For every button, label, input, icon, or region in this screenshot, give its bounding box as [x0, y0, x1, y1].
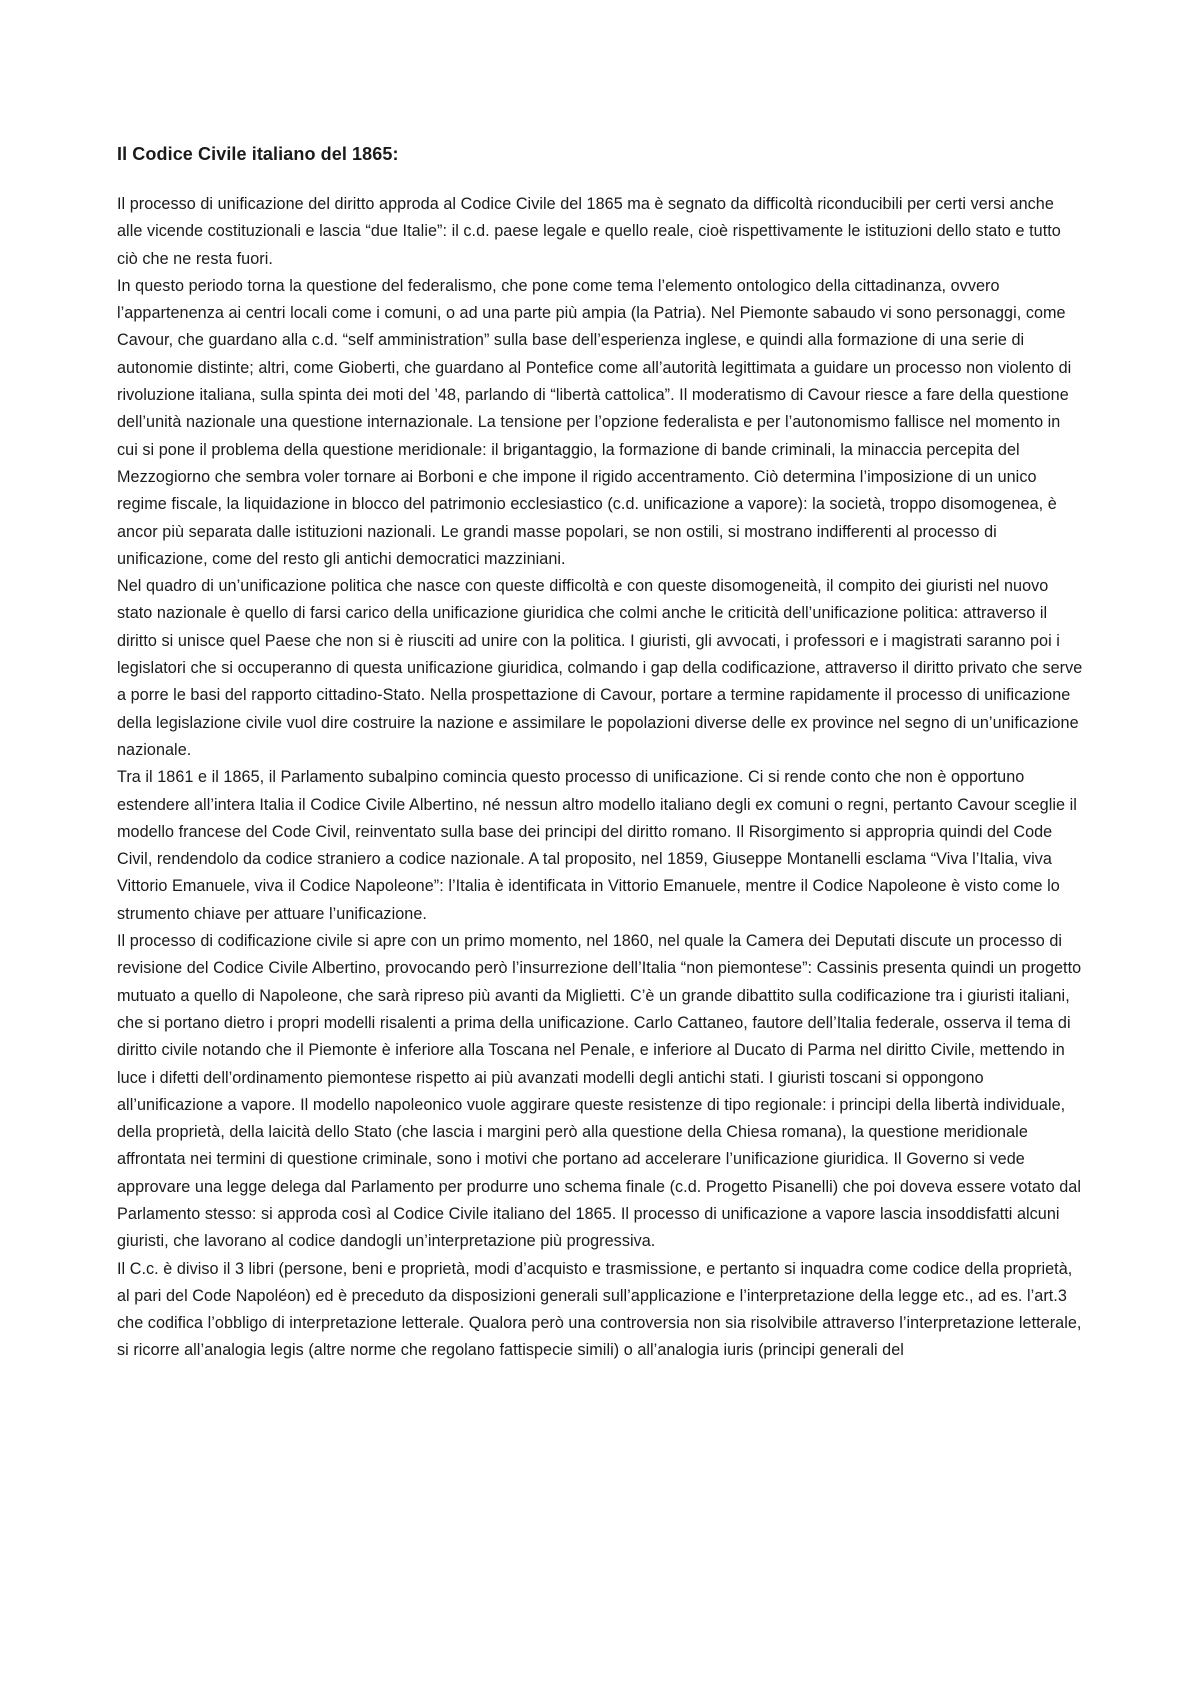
paragraph-giuristi: Nel quadro di un’unificazione politica che nasce con queste difficoltà e con queste disomogeneità, il compito dei giuristi nel nuovo stato nazionale è quello di farsi carico della unificazione giuridica che colmi anche le criticità dell’unificazione politica: attraverso il diritto si unisce quel Paese che non si è riusciti ad unire con la politica. I giuristi, gli avvocati, i professori e i magistrati saranno poi i legislatori che si occuperanno di questa unificazione giuridica, colmando i gap della codificazione, attraverso il diritto privato che serve a porre le basi del rapporto cittadino-Stato. Nella prospettazione di Cavour, portare a termine rapidamente il processo di unificazione della legislazione civile vuol dire costruire la nazione e assimilare le popolazioni diverse delle ex province nel segno di un’unificazione nazionale. [117, 577, 1083, 759]
paragraph-codificazione: Il processo di codificazione civile si apre con un primo momento, nel 1860, nel quale la Camera dei Deputati discute un processo di revisione del Codice Civile Albertino, provocando però l’insurrezione dell’Italia “non piemontese”: Cassinis presenta quindi un progetto mutuato a quello di Napoleone, che sarà ripreso più avanti da Miglietti. C’è un grande dibattito sulla codificazione tra i giuristi italiani, che si portano dietro i propri modelli risalenti a prima della unificazione. Carlo Cattaneo, fautore dell’Italia federale, osserva il tema di diritto civile notando che il Piemonte è inferiore alla Toscana nel Penale, e inferiore al Ducato di Parma nel diritto Civile, mettendo in luce i difetti dell’ordinamento piemontese rispetto ai più avanzati modelli degli antichi stati. I giuristi toscani si oppongono all’unificazione a vapore. Il modello napoleonico vuole aggirare queste resistenze di tipo regionale: i principi della libertà individuale, della proprietà, della laicità dello Stato (che lascia i margini però alla questione della Chiesa romana), la questione meridionale affrontata nei termini di questione criminale, sono i motivi che portano ad accelerare l’unificazione giuridica. Il Governo si vede approvare una legge delega dal Parlamento per produrre uno schema finale (c.d. Progetto Pisanelli) che poi doveva essere votato dal Parlamento stesso: si approda così al Codice Civile italiano del 1865. Il processo di unificazione a vapore lascia insoddisfatti alcuni giuristi, che lavorano al codice dandogli un’interpretazione più progressiva. [117, 932, 1082, 1251]
paragraph-federalismo: In questo periodo torna la questione del federalismo, che pone come tema l’elemento ontologico della cittadinanza, ovvero l’appartenenza ai centri locali come i comuni, o ad una parte più ampia (la Patria). Nel Piemonte sabaudo vi sono personaggi, come Cavour, che guardano alla c.d. “self amministration” sulla base dell’esperienza inglese, e quindi alla formazione di una serie di autonomie distinte; altri, come Gioberti, che guardano al Pontefice come all’autorità legittimata a guidare un processo non violento di rivoluzione italiana, sulla spinta dei moti del ’48, parlando di “libertà cattolica”. Il moderatismo di Cavour riesce a fare della questione dell’unità nazionale una questione internazionale. La tensione per l’opzione federalista e per l’autonomismo fallisce nel momento in cui si pone il problema della questione meridionale: il brigantaggio, la formazione di bande criminali, la minaccia percepita del Mezzogiorno che sembra voler tornare ai Borboni e che impone il rigido accentramento. Ciò determina l’imposizione di un unico regime fiscale, la liquidazione in blocco del patrimonio ecclesiastico (c.d. unificazione a vapore): la società, troppo disomogenea, è ancor più separata dalle istituzioni nazionali. Le grandi masse popolari, se non ostili, si mostrano indifferenti al processo di unificazione, come del resto gli antichi democratici mazziniani. [117, 276, 1072, 568]
paragraph-parlamento: Tra il 1861 e il 1865, il Parlamento subalpino comincia questo processo di unificazione. Ci si rende conto che non è opportuno estendere all’intera Italia il Codice Civile Albertino, né nessun altro modello italiano degli ex comuni o regni, pertanto Cavour sceglie il modello francese del Code Civil, reinventato sulla base dei principi del diritto romano. Il Risorgimento si appropria quindi del Code Civil, rendendolo da codice straniero a codice nazionale. A tal proposito, nel 1859, Giuseppe Montanelli esclama “Viva l’Italia, viva Vittorio Emanuele, viva il Codice Napoleone”: l’Italia è identificata in Vittorio Emanuele, mentre il Codice Napoleone è visto come lo strumento chiave per attuare l’unificazione. [117, 768, 1077, 923]
paragraph-libri: Il C.c. è diviso il 3 libri (persone, beni e proprietà, modi d’acquisto e trasmissione, e pertanto si inquadra come codice della proprietà, al pari del Code Napoléon) ed è preceduto da disposizioni generali sull’applicazione e l’interpretazione della legge etc., ad es. l’art.3 che codifica l’obbligo di interpretazione letterale. Qualora però una controversia non sia risolvibile attraverso l’interpretazione letterale, si ricorre all’analogia legis (altre norme che regolano fattispecie simili) o all’analogia iuris (principi generali del [117, 1259, 1082, 1360]
paragraph-unificazione: Il processo di unificazione del diritto approda al Codice Civile del 1865 ma è segnato da difficoltà riconducibili per certi versi anche alle vicende costituzionali e lascia “due Italie”: il c.d. paese legale e quello reale, cioè rispettivamente le istituzioni dello stato e tutto ciò che ne resta fuori. [117, 195, 1061, 268]
document-title: Il Codice Civile italiano del 1865: [117, 144, 399, 164]
document-body [117, 142, 1083, 1365]
